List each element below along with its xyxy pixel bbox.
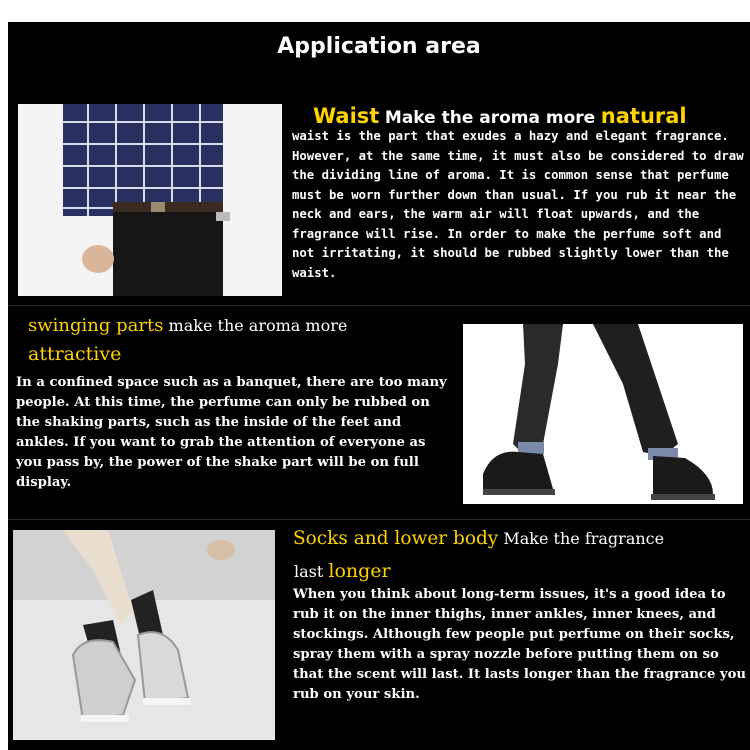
section-heading-socks — [293, 528, 664, 549]
section-divider — [8, 305, 750, 306]
section-keyword: Waist — [313, 104, 380, 128]
section-keyword: swinging parts — [28, 315, 164, 336]
section-divider — [8, 519, 750, 520]
waist-photo — [18, 104, 282, 296]
application-area-panel — [8, 22, 750, 750]
section-body-waist: waist is the part that exudes a hazy and elegant fragrance. However, at the same time, it must also be considered to draw the dividing line of aroma. It is common sense that perfume must be worn further down than usual. If you rub it near the neck and ears, the warm air will float upwards, and the fragrance will rise. In order to make the perfume soft and not irritating, it should be rubbed slightly lower than the waist. — [292, 129, 744, 280]
page-title: Application area — [277, 34, 481, 59]
section-subtitle: Make the fragrance — [503, 529, 665, 548]
section-heading-socks-line-2 — [294, 560, 391, 582]
section-keyword-2: natural — [600, 104, 687, 128]
section-heading-swinging-line-2 — [28, 343, 121, 365]
socks-sneakers-photo — [13, 530, 275, 740]
section-heading-swinging — [28, 315, 347, 336]
section-heading-waist — [313, 104, 687, 128]
section-subtitle: Make the aroma more — [384, 108, 596, 128]
section-body-socks: When you think about long-term issues, it's a good idea to rub it on the inner thighs, inner ankles, inner knees, and stockings. Although few people put perfume on their socks, spray them with a spray nozzle before putting them on so that the scent will last. It lasts longer than the fragrance you rub on your skin. — [293, 587, 746, 702]
section-subtitle-2: last — [294, 562, 324, 581]
section-keyword-2: longer — [328, 560, 391, 582]
section-keyword-2: attractive — [28, 343, 122, 365]
legs-boots-photo — [463, 324, 743, 504]
section-subtitle: make the aroma more — [168, 316, 348, 335]
section-body-swinging: In a confined space such as a banquet, there are too many people. At this time, the perfume can only be rubbed on the shaking parts, such as the inside of the feet and ankles. If you want to grab the attention of everyone as you pass by, the power of the shake part will be on full display. — [16, 375, 447, 490]
section-keyword: Socks and lower body — [293, 528, 499, 549]
